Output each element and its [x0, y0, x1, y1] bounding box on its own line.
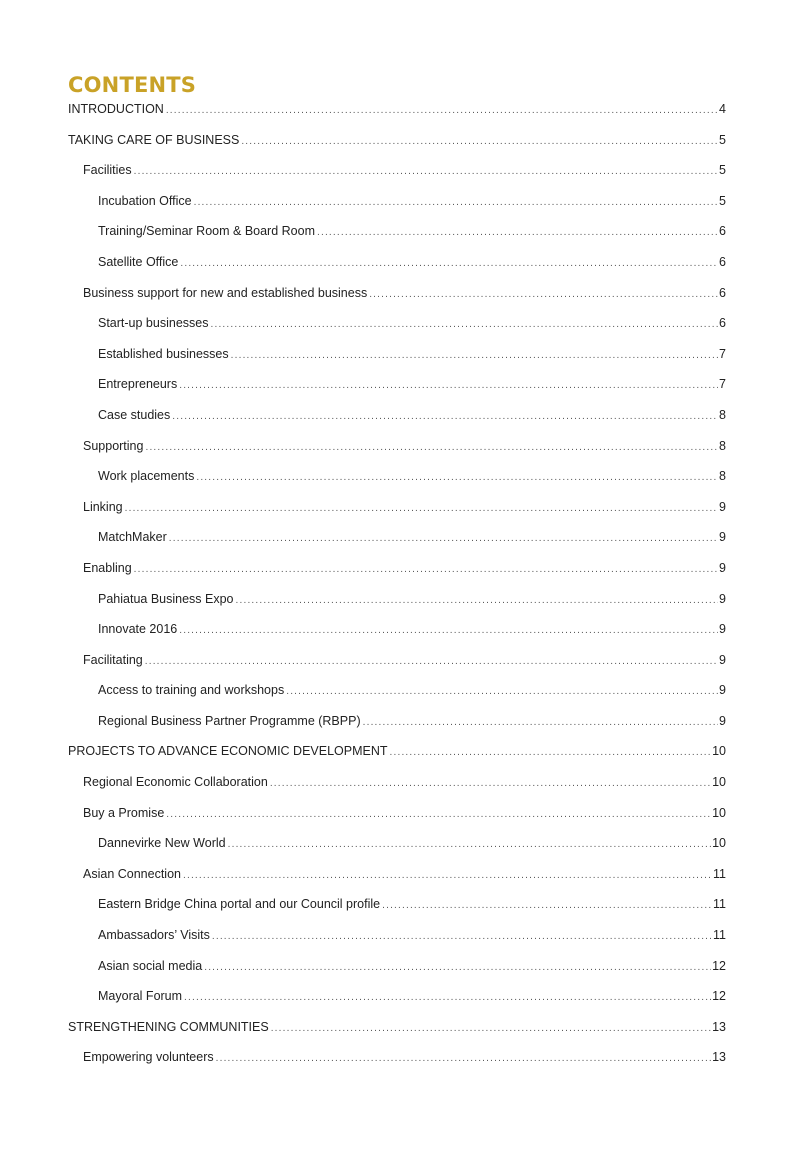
- toc-dot-leader: [145, 439, 718, 457]
- toc-entry-page-number[interactable]: 6: [719, 285, 726, 300]
- toc-entry[interactable]: [68, 895, 726, 926]
- toc-entry-page-number[interactable]: 9: [719, 713, 726, 728]
- toc-dot-leader: [183, 867, 712, 885]
- toc-entry-label[interactable]: TAKING CARE OF BUSINESS: [68, 132, 240, 147]
- toc-entry-label[interactable]: Buy a Promise: [83, 805, 165, 820]
- toc-entry-page-number[interactable]: 9: [719, 591, 726, 606]
- toc-entry[interactable]: [68, 1018, 726, 1049]
- toc-entry-label[interactable]: Work placements: [98, 469, 195, 484]
- toc-entry[interactable]: [68, 375, 726, 406]
- toc-entry-label[interactable]: Enabling: [83, 560, 132, 575]
- toc-dot-leader: [390, 744, 712, 762]
- toc-entry-page-number[interactable]: 9: [719, 499, 726, 514]
- toc-entry[interactable]: [68, 712, 726, 743]
- toc-dot-leader: [180, 255, 718, 273]
- toc-entry-label[interactable]: Eastern Bridge China portal and our Council profile: [98, 897, 381, 912]
- toc-entry[interactable]: [68, 131, 726, 162]
- toc-entry-page-number[interactable]: 10: [712, 775, 726, 790]
- toc-entry-label[interactable]: Asian Connection: [83, 866, 181, 881]
- toc-entry[interactable]: [68, 528, 726, 559]
- toc-title: CONTENTS: [68, 73, 197, 97]
- toc-dot-leader: [125, 500, 718, 518]
- toc-entry-page-number[interactable]: 10: [712, 805, 726, 820]
- toc-entry[interactable]: [68, 651, 726, 682]
- toc-list: [68, 100, 726, 1079]
- toc-entry[interactable]: [68, 926, 726, 957]
- toc-entry-label[interactable]: Incubation Office: [98, 193, 192, 208]
- toc-dot-leader: [212, 928, 712, 946]
- toc-entry[interactable]: [68, 253, 726, 284]
- toc-dot-leader: [169, 530, 718, 548]
- toc-entry[interactable]: [68, 467, 726, 498]
- toc-entry-page-number[interactable]: 7: [719, 346, 726, 361]
- toc-entry[interactable]: [68, 620, 726, 651]
- toc-entry-label[interactable]: Entrepreneurs: [98, 377, 178, 392]
- toc-dot-leader: [166, 102, 718, 120]
- toc-entry-page-number[interactable]: 8: [719, 438, 726, 453]
- toc-entry[interactable]: [68, 192, 726, 223]
- toc-dot-leader: [231, 347, 718, 365]
- toc-entry-page-number[interactable]: 10: [712, 836, 726, 851]
- toc-entry-label[interactable]: STRENGTHENING COMMUNITIES: [68, 1019, 269, 1034]
- toc-entry-label[interactable]: Mayoral Forum: [98, 989, 183, 1004]
- toc-entry[interactable]: [68, 773, 726, 804]
- toc-entry-label[interactable]: Business support for new and established business: [83, 285, 368, 300]
- toc-dot-leader: [179, 622, 718, 640]
- toc-entry[interactable]: [68, 1048, 726, 1079]
- toc-page: [68, 70, 726, 1065]
- toc-dot-leader: [145, 653, 718, 671]
- toc-dot-leader: [363, 714, 718, 732]
- toc-dot-leader: [166, 806, 711, 824]
- toc-dot-leader: [241, 133, 718, 151]
- toc-entry-page-number[interactable]: 9: [719, 652, 726, 667]
- toc-entry-label[interactable]: PROJECTS TO ADVANCE ECONOMIC DEVELOPMENT: [68, 744, 388, 759]
- toc-entry-label[interactable]: Case studies: [98, 407, 171, 422]
- toc-entry-page-number[interactable]: 6: [719, 316, 726, 331]
- toc-dot-leader: [134, 561, 718, 579]
- toc-entry[interactable]: [68, 987, 726, 1018]
- toc-dot-leader: [184, 989, 711, 1007]
- toc-entry[interactable]: [68, 742, 726, 773]
- toc-entry[interactable]: [68, 681, 726, 712]
- toc-entry-page-number[interactable]: 13: [712, 1019, 726, 1034]
- toc-entry[interactable]: [68, 161, 726, 192]
- toc-dot-leader: [270, 775, 711, 793]
- toc-entry-label[interactable]: INTRODUCTION: [68, 102, 164, 116]
- toc-entry[interactable]: [68, 406, 726, 437]
- toc-entry-label[interactable]: MatchMaker: [98, 530, 167, 545]
- toc-entry-label[interactable]: Start-up businesses: [98, 316, 209, 331]
- toc-entry-page-number[interactable]: 12: [712, 958, 726, 973]
- toc-entry-label[interactable]: Dannevirke New World: [98, 836, 226, 851]
- toc-entry-page-number[interactable]: 5: [719, 163, 726, 178]
- toc-entry-page-number[interactable]: 5: [719, 132, 726, 147]
- toc-entry[interactable]: [68, 559, 726, 590]
- toc-entry[interactable]: [68, 100, 726, 131]
- toc-dot-leader: [317, 224, 718, 242]
- toc-entry[interactable]: [68, 284, 726, 315]
- toc-entry-label[interactable]: Regional Business Partner Programme (RBPP): [98, 713, 361, 728]
- toc-entry-label[interactable]: Facilities: [83, 163, 132, 178]
- toc-dot-leader: [236, 592, 719, 610]
- toc-entry-page-number[interactable]: 5: [719, 193, 726, 208]
- toc-entry-page-number[interactable]: 9: [719, 560, 726, 575]
- toc-dot-leader: [210, 316, 718, 334]
- toc-entry-label[interactable]: Pahiatua Business Expo: [98, 591, 234, 606]
- toc-dot-leader: [216, 1050, 711, 1068]
- toc-dot-leader: [228, 836, 711, 854]
- toc-dot-leader: [172, 408, 718, 426]
- toc-entry-page-number[interactable]: 6: [719, 224, 726, 239]
- toc-entry-page-number[interactable]: 9: [719, 622, 726, 637]
- toc-entry-page-number[interactable]: 9: [719, 530, 726, 545]
- toc-entry[interactable]: [68, 590, 726, 621]
- toc-entry[interactable]: [68, 345, 726, 376]
- toc-dot-leader: [179, 377, 718, 395]
- toc-dot-leader: [369, 286, 718, 304]
- toc-entry[interactable]: [68, 865, 726, 896]
- toc-dot-leader: [271, 1020, 711, 1038]
- toc-entry-label[interactable]: Established businesses: [98, 346, 229, 361]
- toc-entry-page-number[interactable]: 8: [719, 407, 726, 422]
- toc-entry-label[interactable]: Training/Seminar Room & Board Room: [98, 224, 315, 239]
- toc-entry[interactable]: [68, 804, 726, 835]
- toc-entry[interactable]: [68, 498, 726, 529]
- toc-dot-leader: [204, 959, 711, 977]
- toc-entry[interactable]: [68, 437, 726, 468]
- toc-dot-leader: [194, 194, 718, 212]
- toc-entry-page-number[interactable]: 11: [713, 866, 726, 881]
- toc-entry-page-number[interactable]: 10: [712, 744, 726, 759]
- toc-entry-page-number[interactable]: 4: [719, 102, 726, 116]
- toc-entry-page-number[interactable]: 11: [713, 928, 726, 943]
- toc-entry-page-number[interactable]: 8: [719, 469, 726, 484]
- toc-entry-label[interactable]: Satellite Office: [98, 254, 179, 269]
- toc-entry-label[interactable]: Facilitating: [83, 652, 143, 667]
- toc-entry[interactable]: [68, 314, 726, 345]
- toc-entry-page-number[interactable]: 13: [712, 1050, 726, 1065]
- toc-dot-leader: [382, 897, 712, 915]
- toc-entry-page-number[interactable]: 12: [712, 989, 726, 1004]
- toc-entry-page-number[interactable]: 6: [719, 254, 726, 269]
- toc-entry[interactable]: [68, 834, 726, 865]
- toc-dot-leader: [196, 469, 718, 487]
- toc-entry-page-number[interactable]: 7: [719, 377, 726, 392]
- toc-entry-label[interactable]: Innovate 2016: [98, 622, 178, 637]
- toc-entry-label[interactable]: Supporting: [83, 438, 144, 453]
- toc-entry[interactable]: [68, 957, 726, 988]
- toc-entry-page-number[interactable]: 11: [713, 897, 726, 912]
- toc-entry-page-number[interactable]: 9: [719, 683, 726, 698]
- toc-entry[interactable]: [68, 222, 726, 253]
- toc-entry-label[interactable]: Regional Economic Collaboration: [83, 775, 268, 790]
- toc-entry-label[interactable]: Ambassadors’ Visits: [98, 928, 210, 943]
- toc-entry-label[interactable]: Linking: [83, 499, 123, 514]
- toc-entry-label[interactable]: Asian social media: [98, 958, 203, 973]
- toc-entry-label[interactable]: Access to training and workshops: [98, 683, 285, 698]
- toc-dot-leader: [134, 163, 718, 181]
- toc-dot-leader: [286, 683, 718, 701]
- toc-entry-label[interactable]: Empowering volunteers: [83, 1050, 214, 1065]
